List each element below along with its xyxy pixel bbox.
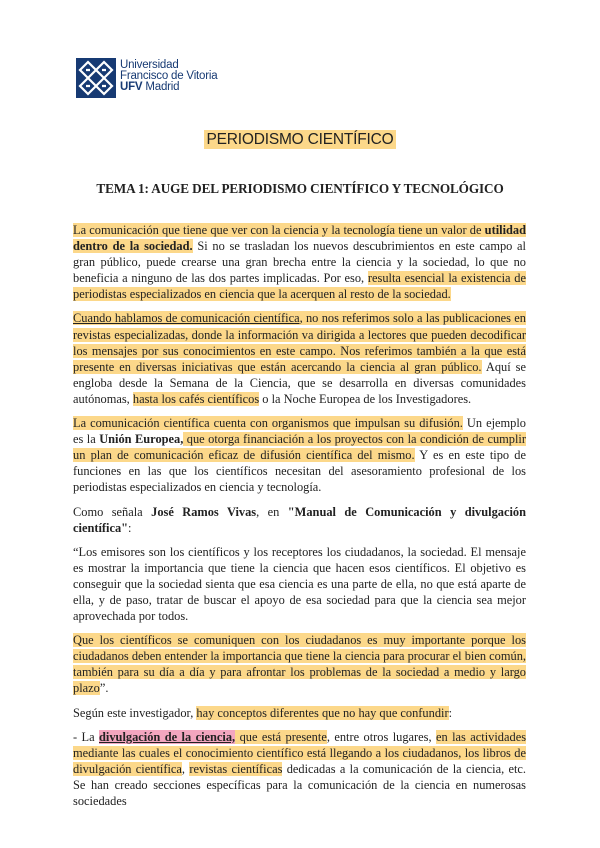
- paragraph-4: Como señala José Ramos Vivas, en "Manual de Comunicación y divulgación científica":: [73, 504, 526, 535]
- logo-line-3: UFV Madrid: [120, 81, 180, 93]
- document-subtitle: TEMA 1: AUGE DEL PERIODISMO CIENTÍFICO Y TECNOLÓGICO: [96, 181, 504, 196]
- paragraph-1: La comunicación que tiene que ver con la ciencia y la tecnología tiene un valor de utilidad dentro de la sociedad. Si no se trasladan los nuevos descubrimientos en este campo al gran público, puede crearse una gran brecha entre la ciencia y la sociedad, lo que no beneficia a ninguno de las dos partes implicadas. Por eso, resulta esencial la existencia de periodistas especializados en ciencia que la acerquen al resto de la sociedad.: [73, 223, 527, 302]
- paragraph-2: Cuando hablamos de comunicación científica, no nos referimos solo a las publicaciones en revistas especializadas, donde la información va dirigida a lectores que pueden decodificar los mensajes por sus conocimientos en este campo. Nos referimos también a la que está presente en diversas iniciativas que están acercando la ciencia al gran público. Aquí se engloba desde la Semana de la Ciencia, que se desarrolla en diversas comunidades autónomas, hasta los cafés científicos o la Noche Europea de los Investigadores.: [73, 311, 526, 406]
- logo-line-1: Universidad: [120, 59, 179, 71]
- document-body: [73, 222, 526, 817]
- quote-paragraph-1: “Los emisores son los científicos y los receptores los ciudadanos, la sociedad. El mensaje es mostrar la importancia que tiene la ciencia que hacen esos científicos. El objetivo es conseguir que la sociedad sienta que esa ciencia es una parte de ella, no que está aparte de ella, y de paso, tratar de buscar el apoyo de esa sociedad para que la ciencia sea mejor aprovechada por todos.: [73, 544, 526, 624]
- document-title: PERIODISMO CIENTÍFICO: [0, 131, 600, 149]
- paragraph-3: La comunicación científica cuenta con organismos que impulsan su difusión. Un ejemplo es la Unión Europea, que otorga financiación a los proyectos con la condición de cumplir un plan de comunicación eficaz de difusión científica del mismo. Y es en este tipo de funciones en las que los científicos necesitan del asesoramiento profesional de los periodistas especializados en ciencia y tecnología.: [73, 416, 526, 495]
- paragraph-6: - La divulgación de la ciencia, que está presente, entre otros lugares, en las actividades mediante las cuales el conocimiento científico está llegando a los ciudadanos, los libros de divulgación científica, revistas científicas dedicadas a la comunicación de la ciencia, etc. Se han creado secciones específicas para la comunicación de la ciencia en numerosas sociedades: [73, 729, 527, 808]
- university-logo: [76, 58, 236, 98]
- paragraph-5: Según este investigador, hay conceptos diferentes que no hay que confundir:: [73, 705, 453, 720]
- logo-line-2: Francisco de Vitoria: [120, 70, 218, 82]
- ufv-logo-icon: [76, 58, 116, 98]
- quote-paragraph-2: Que los científicos se comuniquen con los ciudadanos es muy importante porque los ciudadanos deben entender la importancia que tiene la ciencia para procurar el bien común, también para su día a día y para afrontar los problemas de la sociedad a medio y largo plazo”.: [73, 633, 526, 696]
